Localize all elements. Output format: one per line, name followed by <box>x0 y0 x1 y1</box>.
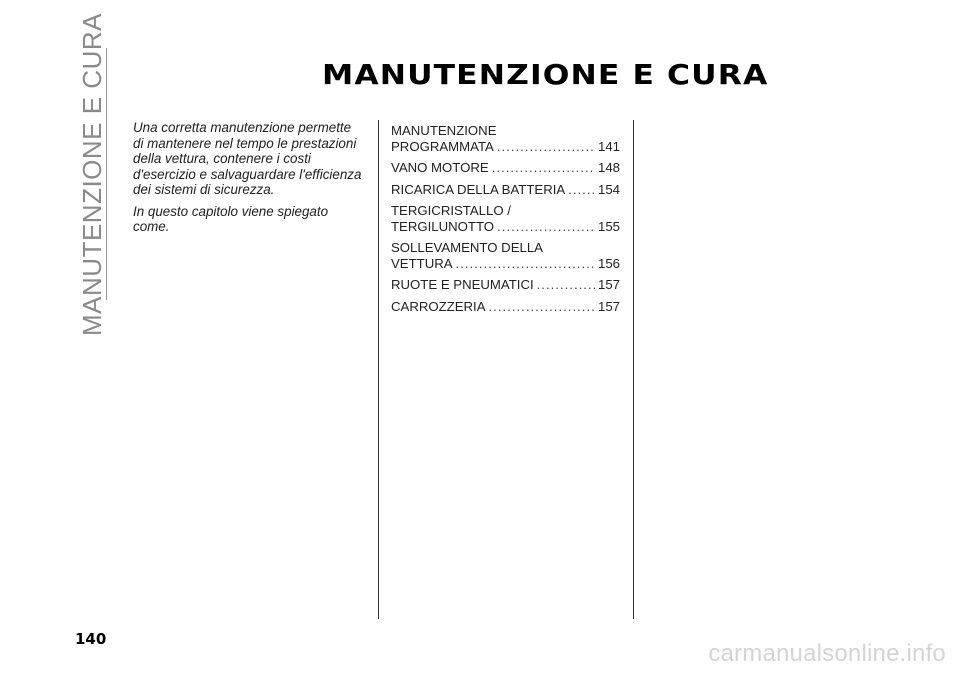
column-divider-left <box>378 120 379 619</box>
toc-entry-text: CARROZZERIA <box>391 298 486 314</box>
toc-page-number: 157 <box>597 277 620 292</box>
toc-entry-text: RICARICA DELLA BATTERIA <box>391 181 566 197</box>
toc-entry-text: SOLLEVAMENTO DELLA <box>391 240 543 255</box>
toc-page-number: 148 <box>597 160 620 175</box>
toc-line <box>391 182 620 198</box>
side-tab-divider <box>106 48 107 300</box>
toc-line <box>391 299 620 315</box>
toc-line <box>391 203 620 219</box>
page-title: MANUTENZIONE E CURA <box>322 58 769 91</box>
toc-entry-text: PROGRAMMATA <box>391 138 494 154</box>
toc-line <box>391 240 620 256</box>
toc-page-number: 141 <box>597 138 620 154</box>
toc-item-manutenzione-programmata[interactable] <box>391 123 620 154</box>
toc-item-ricarica-batteria[interactable] <box>391 182 620 198</box>
toc-line <box>391 219 620 235</box>
column-divider-right <box>633 120 634 619</box>
toc-leader-dots <box>568 182 595 198</box>
toc-line <box>391 160 620 176</box>
toc-line <box>391 277 620 293</box>
toc-entry-text: TERGILUNOTTO <box>391 218 495 234</box>
toc-entry-text: TERGICRISTALLO / <box>391 203 511 218</box>
toc-item-sollevamento-vettura[interactable] <box>391 240 620 271</box>
side-section-label: MANUTENZIONE E CURA <box>76 12 107 336</box>
intro-paragraph: In questo capitolo viene spiegato come. <box>133 203 329 234</box>
toc-page-number: 154 <box>597 181 620 197</box>
toc-line <box>391 123 620 139</box>
toc-line <box>391 139 620 155</box>
intro-paragraph: Una corretta manutenzione permette di mantenere nel tempo le prestazioni della vettura, contenere i costi d'esercizio e salvaguardare l'efficienza dei sistemi di sicurezza. <box>133 120 362 197</box>
toc-item-ruote-pneumatici[interactable] <box>391 277 620 293</box>
toc-entry-text: VETTURA <box>391 255 453 271</box>
toc-page-number: 156 <box>597 255 620 271</box>
toc-page-number: 157 <box>597 298 620 314</box>
table-of-contents <box>391 123 620 320</box>
intro-text <box>133 120 363 241</box>
watermark: carmanualsonline.info <box>708 640 946 667</box>
toc-page-number: 155 <box>597 218 620 234</box>
toc-leader-dots <box>537 277 595 293</box>
toc-leader-dots <box>489 299 595 315</box>
toc-item-carrozzeria[interactable] <box>391 299 620 315</box>
toc-item-vano-motore[interactable] <box>391 160 620 176</box>
toc-leader-dots <box>497 219 595 235</box>
toc-entry-text: RUOTE E PNEUMATICI <box>391 277 534 292</box>
page-number: 140 <box>75 630 107 648</box>
toc-leader-dots <box>497 139 595 155</box>
toc-line <box>391 256 620 272</box>
toc-entry-text: MANUTENZIONE <box>391 123 497 138</box>
toc-leader-dots <box>456 256 595 272</box>
toc-item-tergicristallo[interactable] <box>391 203 620 234</box>
toc-leader-dots <box>492 160 595 176</box>
toc-entry-text: VANO MOTORE <box>391 160 489 175</box>
